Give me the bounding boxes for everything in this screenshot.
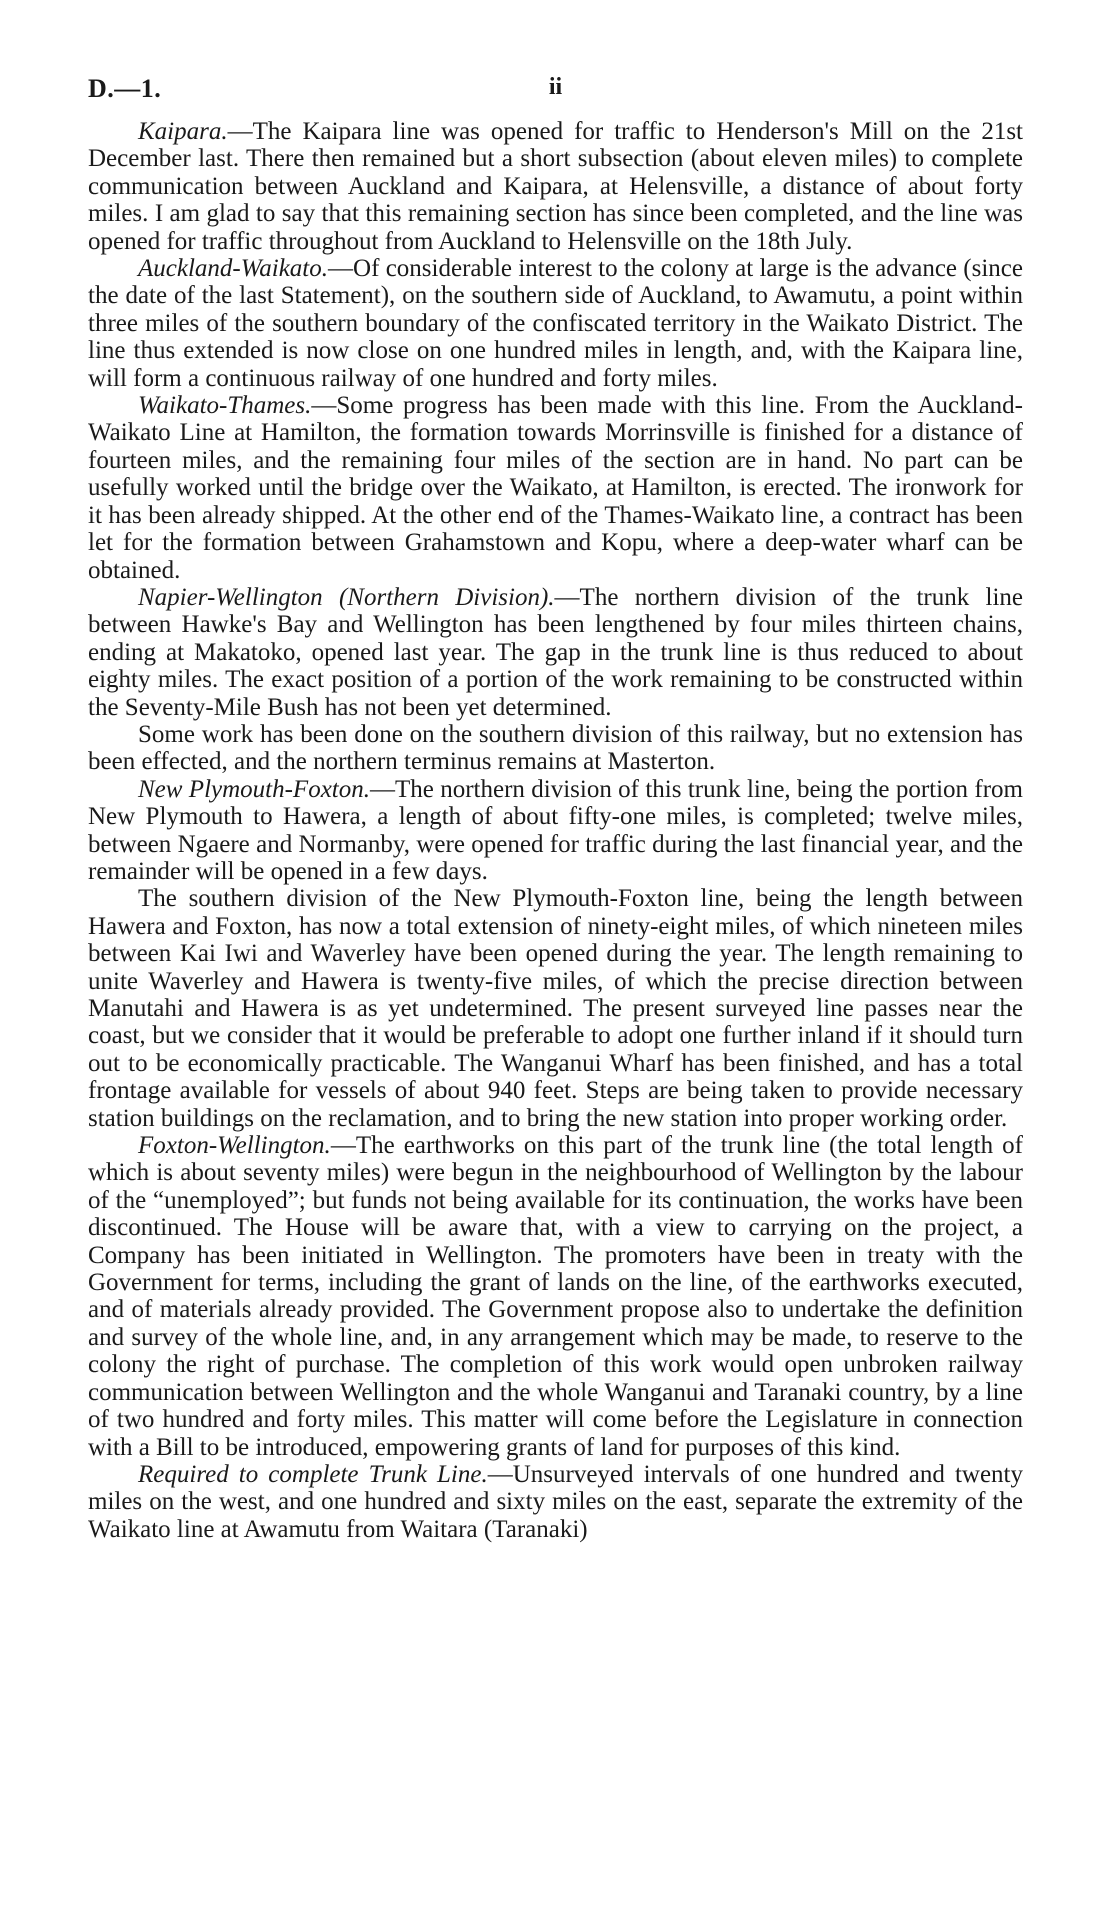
paragraph-heading: Auckland-Waikato.	[138, 255, 329, 283]
paragraph-text: —The northern division of the trunk line between Hawke's Bay and Wellington has been lengthened by four miles thirteen chains, ending at Makatoko, opened last year. The gap in the trunk line is thus reduced to about eighty miles. The exact position of a portion of the work remaining to be constructed within the Seventy-Mile Bush has not been yet determined.	[88, 583, 1023, 721]
document-reference: D.—1.	[88, 74, 162, 103]
paragraph-text: The southern division of the New Plymouth-Foxton line, being the length between Hawera and Foxton, has now a total extension of ninety-eight miles, of which nineteen miles between Kai Iwi and Waverley have been opened during the year. The length remaining to unite Waverley and Hawera is twenty-five miles, of which the precise direction between Manutahi and Hawera is as yet undetermined. The present surveyed line passes near the coast, but we consider that it would be preferable to adopt one further inland if it should turn out to be economically practicable. The Wanganui Wharf has been finished, and has a total frontage available for vessels of about 940 feet. Steps are being taken to provide necessary station buildings on the reclamation, and to bring the new station into proper working order.	[88, 885, 1023, 1132]
paragraph-heading: Required to complete Trunk Line.	[138, 1460, 488, 1488]
paragraph-text: Some work has been done on the southern division of this railway, but no extension has been effected, and the northern terminus remains at Masterton.	[88, 720, 1023, 776]
paragraph-text: —Unsurveyed intervals of one hundred and twenty miles on the west, and one hundred and sixty miles on the east, separate the extremity of the Waikato line at Awamutu from Waitara (Taranaki)	[88, 1460, 1023, 1543]
paragraph-heading: Waikato-Thames.	[138, 392, 312, 420]
paragraph-new-plymouth-foxton	[88, 776, 1023, 886]
body-text	[88, 118, 1023, 1543]
paragraph-heading: Napier-Wellington (Northern Division).	[138, 583, 555, 611]
page-header	[88, 74, 1023, 104]
paragraph-trunk-line	[88, 1461, 1023, 1543]
paragraph-auckland-waikato	[88, 255, 1023, 392]
paragraph-text: —Some progress has been made with this line. From the Auckland-Waikato Line at Hamilton, the formation towards Morrinsville is finished for a distance of fourteen miles, and the remaining four miles of the section are in hand. No part can be usefully worked until the bridge over the Waikato, at Hamilton, is erected. The ironwork for it has been already shipped. At the other end of the Thames-Waikato line, a contract has been let for the formation between Grahamstown and Kopu, where a deep-water wharf can be obtained.	[88, 392, 1023, 584]
paragraph-heading: Kaipara.	[138, 118, 228, 145]
paragraph-text: —The northern division of this trunk line, being the portion from New Plymouth to Hawera, a length of about fifty-one miles, is completed; twelve miles, between Ngaere and Normanby, were opened for traffic during the last financial year, and the remainder will be opened in a few days.	[88, 775, 1023, 885]
paragraph-waikato-thames	[88, 392, 1023, 584]
paragraph-napier-wellington	[88, 584, 1023, 721]
paragraph-text: —The earthworks on this part of the trunk line (the total length of which is about seventy miles) were begun in the neighbourhood of Wellington by the labour of the “unemployed”; but funds not being available for its continuation, the works have been discontinued. The House will be aware that, with a view to carrying on the project, a Company has been initiated in Wellington. The promoters have been in treaty with the Government for terms, including the grant of lands on the line, of the earthworks executed, and of materials already provided. The Government propose also to undertake the definition and survey of the whole line, and, in any arrangement which may be made, to reserve to the colony the right of purchase. The completion of this work would open unbroken railway communication between Wellington and the whole Wanganui and Taranaki country, by a line of two hundred and forty miles. This matter will come before the Legislature in connection with a Bill to be introduced, empowering grants of land for purposes of this kind.	[88, 1132, 1023, 1461]
paragraph-heading: New Plymouth-Foxton.	[138, 775, 370, 803]
page-number: ii	[548, 74, 563, 100]
paragraph-kaipara	[88, 118, 1023, 255]
paragraph-southern-division	[88, 721, 1023, 776]
paragraph-southern-new-plymouth	[88, 885, 1023, 1132]
paragraph-heading: Foxton-Wellington.	[138, 1132, 331, 1160]
paragraph-text: —Of considerable interest to the colony at large is the advance (since the date of the last Statement), on the southern side of Auckland, to Awamutu, a point within three miles of the southern boundary of the confiscated territory in the Waikato District. The line thus extended is now close on one hundred miles in length, and, with the Kaipara line, will form a continuous railway of one hundred and forty miles.	[88, 255, 1023, 392]
paragraph-foxton-wellington	[88, 1132, 1023, 1461]
paragraph-text: —The Kaipara line was opened for traffic to Henderson's Mill on the 21st December last. There then remained but a short subsection (about eleven miles) to complete communication between Auckland and Kaipara, at Helensville, a distance of about forty miles. I am glad to say that this remaining section has since been completed, and the line was opened for traffic throughout from Auckland to Helensville on the 18th July.	[88, 118, 1023, 255]
